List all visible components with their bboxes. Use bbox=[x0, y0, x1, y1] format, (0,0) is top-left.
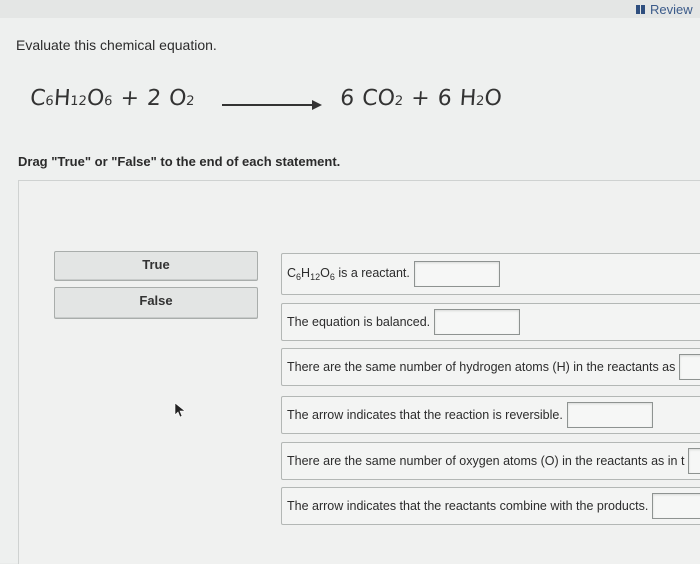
statement-oxygen-atoms bbox=[281, 442, 700, 480]
statement-text: The arrow indicates that the reactants combine with the products. bbox=[287, 499, 649, 513]
answer-drop-target[interactable] bbox=[679, 354, 700, 380]
statement-text: There are the same number of oxygen atoms (O) in the reactants as in t bbox=[287, 454, 685, 468]
false-tile[interactable]: False bbox=[54, 287, 258, 319]
drag-instruction: Drag "True" or "False" to the end of each statement. bbox=[18, 154, 341, 169]
question-prompt: Evaluate this chemical equation. bbox=[16, 37, 217, 53]
statement-reversible bbox=[281, 396, 700, 434]
mouse-pointer-icon bbox=[174, 402, 188, 418]
reaction-arrow bbox=[222, 100, 322, 110]
statement-text: $C_6H_{12}O_6$ is a reactant. bbox=[287, 266, 410, 282]
statement-hydrogen-atoms bbox=[281, 348, 700, 386]
true-tile[interactable]: True bbox=[54, 251, 258, 281]
review-icon bbox=[636, 5, 645, 14]
top-bar bbox=[0, 0, 700, 18]
answer-drop-target[interactable] bbox=[567, 402, 653, 428]
answer-drop-target[interactable] bbox=[688, 448, 700, 474]
statement-text: The arrow indicates that the reaction is reversible. bbox=[287, 408, 563, 422]
review-button[interactable] bbox=[636, 0, 693, 18]
statement-text: There are the same number of hydrogen atoms (H) in the reactants as bbox=[287, 360, 676, 374]
equation-reactants: C 6 H 12 O 6 + 2 O 2 bbox=[29, 86, 195, 111]
statement-balanced bbox=[281, 303, 700, 341]
review-label: Review bbox=[650, 1, 693, 17]
statement-text: The equation is balanced. bbox=[287, 315, 431, 329]
answer-drop-target[interactable] bbox=[652, 493, 700, 519]
equation-products: 6 CO 2 + 6 H 2 O bbox=[339, 86, 503, 111]
statement-combine bbox=[281, 487, 700, 525]
answer-drop-target[interactable] bbox=[414, 261, 500, 287]
statement-reactant bbox=[281, 253, 700, 295]
answer-drop-target[interactable] bbox=[434, 309, 520, 335]
